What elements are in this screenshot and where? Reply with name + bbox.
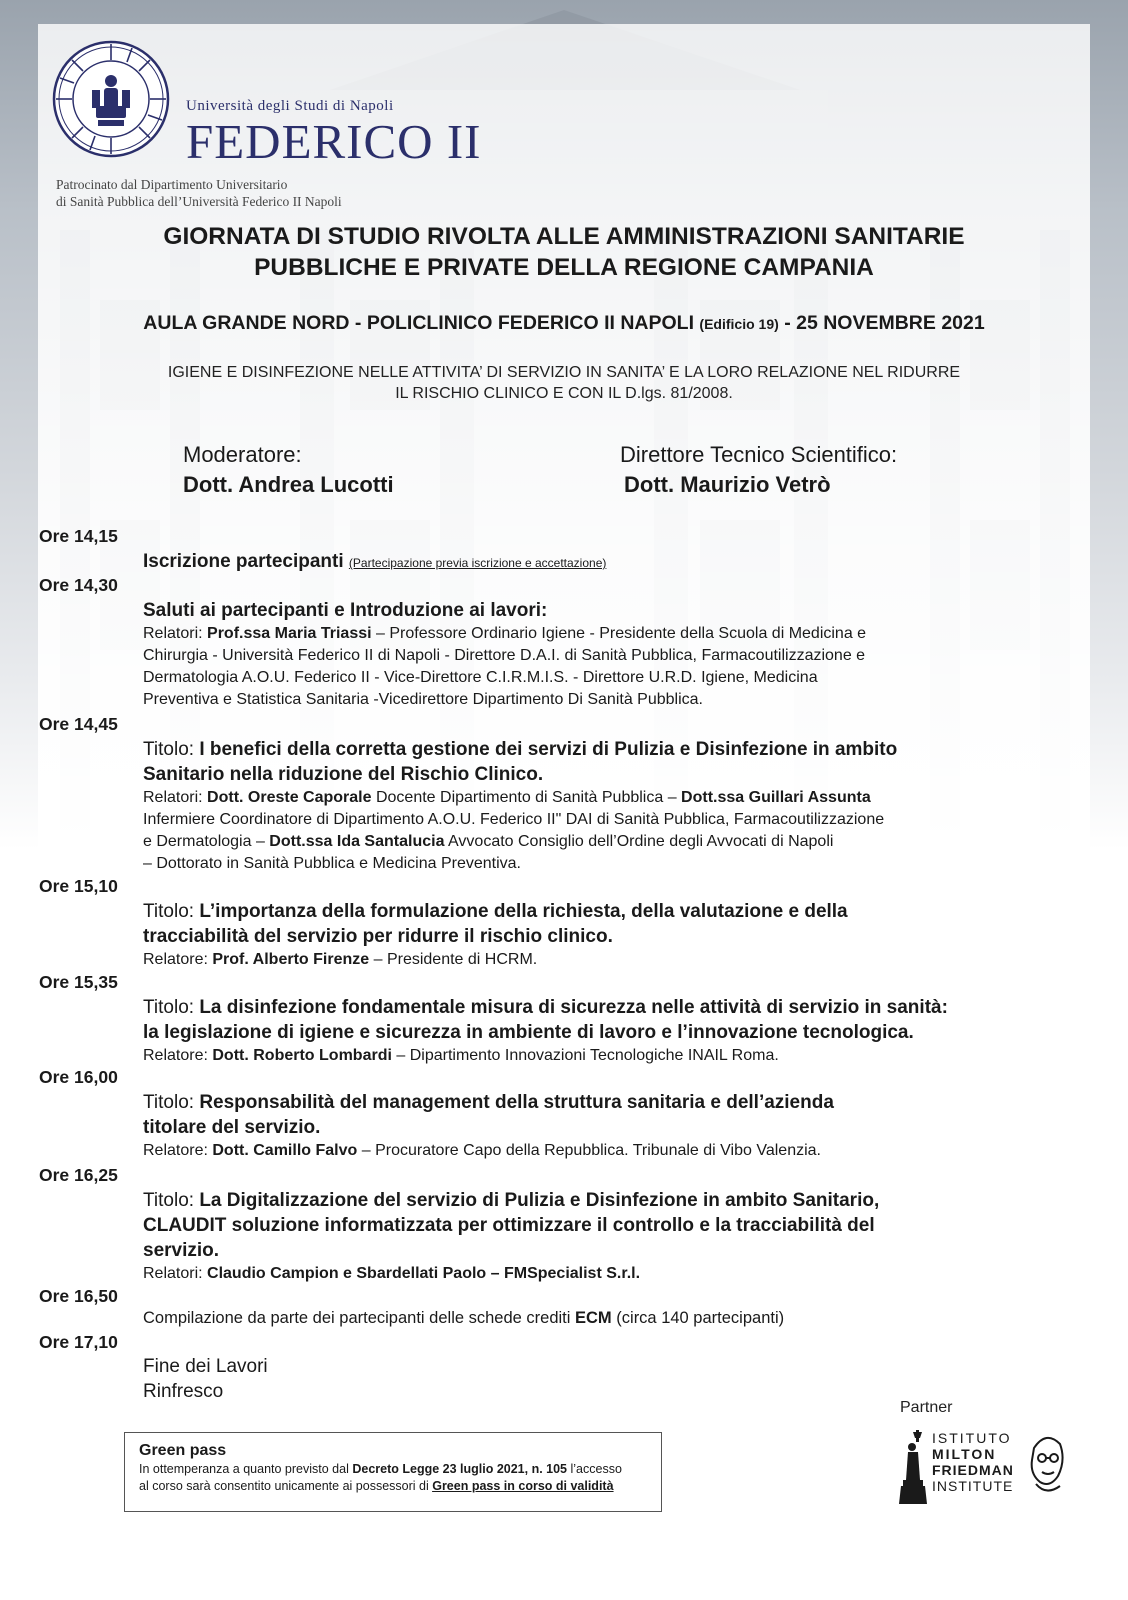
digitalization-title-2: CLAUDIT soluzione informatizzata per ottimizzare il controllo e la tracciabilità del [143, 1215, 875, 1236]
program-item-disinfection [143, 995, 1043, 1067]
time-slot-1: Ore 14,15 [39, 526, 118, 546]
time-slot-8: Ore 16,50 [39, 1286, 118, 1306]
moderator-name: Dott. Andrea Lucotti [183, 472, 394, 497]
subject-line-1: IGIENE E DISINFEZIONE NELLE ATTIVITA’ DI SERVIZIO IN SANITA’ E LA LORO RELAZIONE NEL RIDURRE [167, 364, 961, 381]
director-name: Dott. Maurizio Vetrò [624, 472, 831, 497]
ecm-text-pre: Compilazione da parte dei partecipanti delle schede crediti [143, 1309, 571, 1327]
green-pass-mid2: al corso sarà consentito unicamente ai possessori di [139, 1479, 429, 1493]
time-slot-9: Ore 17,10 [39, 1332, 118, 1352]
subject-line-2: IL RISCHIO CLINICO E CON IL D.lgs. 81/2008. [395, 385, 733, 402]
patronage-line-2: di Sanità Pubblica dell’Università Federico II Napoli [56, 194, 342, 209]
time-slot-5: Ore 15,35 [39, 972, 118, 992]
partner-line-3: FRIEDMAN [932, 1462, 1014, 1478]
program-item-management [143, 1090, 1043, 1162]
welcome-title: Saluti ai partecipanti e Introduzione ai lavori: [143, 600, 548, 621]
main-title [38, 221, 1090, 283]
disinfection-desc: – Dipartimento Innovazioni Tecnologiche INAIL Roma. [396, 1047, 779, 1064]
welcome-speakers-label: Relatori: [143, 625, 203, 642]
importance-speaker: Prof. Alberto Firenze [212, 951, 370, 968]
main-title-line-1: GIORNATA DI STUDIO RIVOLTA ALLE AMMINISTRAZIONI SANITARIE [163, 223, 965, 250]
milton-friedman-portrait-icon [1026, 1430, 1066, 1496]
benefits-desc-5: – Dottorato in Sanità Pubblica e Medicina Preventiva. [143, 855, 521, 872]
program-item-importance [143, 899, 1043, 971]
time-slot-4: Ore 15,10 [39, 876, 118, 896]
statue-of-liberty-icon [898, 1430, 928, 1504]
partner-logo [898, 1428, 1068, 1506]
time-slot-2: Ore 14,30 [39, 575, 118, 595]
time-slot-7: Ore 16,25 [39, 1165, 118, 1185]
benefits-desc-1: Docente Dipartimento di Sanità Pubblica – [375, 789, 677, 806]
ecm-bold: ECM [575, 1309, 612, 1327]
university-name: FEDERICO II [186, 114, 482, 169]
title-label: Titolo: [143, 997, 195, 1018]
university-seal-logo [52, 40, 170, 158]
moderator-block [183, 440, 394, 500]
university-line: Università degli Studi di Napoli [186, 98, 394, 114]
management-speaker-label: Relatore: [143, 1142, 208, 1159]
program-item-digitalization [143, 1188, 1043, 1285]
partner-label: Partner [900, 1399, 953, 1416]
benefits-title-1: I benefici della corretta gestione dei servizi di Pulizia e Disinfezione in ambito [199, 739, 898, 760]
welcome-speaker-desc-4: Preventiva e Statistica Sanitaria -Vicedirettore Dipartimento Di Sanità Pubblica. [143, 691, 703, 708]
moderator-label: Moderatore: [183, 442, 302, 467]
time-slot-3: Ore 14,45 [39, 714, 118, 734]
welcome-speaker-desc-1: – Professore Ordinario Igiene - Presidente della Scuola di Medicina e [376, 625, 867, 642]
disinfection-speaker-label: Relatore: [143, 1047, 208, 1064]
benefits-title-2: Sanitario nella riduzione del Rischio Clinico. [143, 764, 544, 785]
green-pass-decree: Decreto Legge 23 luglio 2021, n. 105 [352, 1462, 568, 1476]
importance-title-1: L’importanza della formulazione della richiesta, della valutazione e della [199, 901, 848, 922]
title-label: Titolo: [143, 1092, 195, 1113]
closing-line-2: Rinfresco [143, 1381, 224, 1402]
program-item-benefits [143, 737, 1043, 875]
management-speaker: Dott. Camillo Falvo [212, 1142, 358, 1159]
benefits-speaker-2: Dott.ssa Guillari Assunta [681, 789, 871, 806]
patronage-note [56, 176, 342, 210]
digitalization-title-1: La Digitalizzazione del servizio di Pulizia e Disinfezione in ambito Sanitario, [199, 1190, 880, 1211]
green-pass-text [139, 1461, 647, 1495]
green-pass-notice [124, 1432, 662, 1512]
benefits-desc-2: Infermiere Coordinatore di Dipartimento A.O.U. Federico II" DAI di Sanità Pubblica, Farmacoutilizzazione [143, 811, 885, 828]
title-label: Titolo: [143, 739, 195, 760]
green-pass-title: Green pass [139, 1442, 227, 1459]
director-block [620, 440, 897, 500]
green-pass-mid1: l’accesso [570, 1462, 622, 1476]
main-title-line-2: PUBBLICHE E PRIVATE DELLA REGIONE CAMPANIA [254, 254, 874, 281]
event-subject [38, 362, 1090, 404]
benefits-speakers-label: Relatori: [143, 789, 203, 806]
venue-building: (Edificio 19) [699, 316, 779, 332]
registration-title: Iscrizione partecipanti [143, 551, 344, 572]
digitalization-speakers: Claudio Campion e Sbardellati Paolo – FMSpecialist S.r.l. [207, 1265, 641, 1282]
title-label: Titolo: [143, 901, 195, 922]
benefits-speaker-1: Dott. Oreste Caporale [207, 789, 372, 806]
registration-note: (Partecipazione previa iscrizione e accettazione) [348, 556, 607, 570]
closing-line-1: Fine dei Lavori [143, 1356, 268, 1377]
event-date: - 25 NOVEMBRE 2021 [784, 312, 985, 334]
importance-desc: – Presidente di HCRM. [373, 951, 538, 968]
benefits-speaker-3: Dott.ssa Ida Santalucia [269, 833, 445, 850]
partner-line-1: ISTITUTO [932, 1430, 1012, 1446]
management-desc: – Procuratore Capo della Repubblica. Tribunale di Vibo Valenzia. [361, 1142, 821, 1159]
program-item-ecm [143, 1307, 1043, 1329]
venue-date [38, 312, 1090, 335]
digitalization-speakers-label: Relatori: [143, 1265, 203, 1282]
program-item-registration [143, 549, 1043, 576]
benefits-desc-4: Avvocato Consiglio dell’Ordine degli Avvocati di Napoli [448, 833, 834, 850]
welcome-speaker-desc-3: Dermatologia A.O.U. Federico II - Vice-Direttore C.I.R.M.I.S. - Direttore U.R.D. Igiene, Medicina [143, 669, 818, 686]
venue-main: AULA GRANDE NORD - POLICLINICO FEDERICO II NAPOLI [143, 312, 694, 334]
partner-line-4: INSTITUTE [932, 1478, 1014, 1494]
green-pass-link[interactable]: Green pass in corso di validità [432, 1479, 614, 1493]
green-pass-pre: In ottemperanza a quanto previsto dal [139, 1462, 349, 1476]
management-title-1: Responsabilità del management della struttura sanitaria e dell’azienda [199, 1092, 834, 1113]
management-title-2: titolare del servizio. [143, 1117, 321, 1138]
benefits-desc-3: e Dermatologia – [143, 833, 265, 850]
importance-speaker-label: Relatore: [143, 951, 208, 968]
title-label: Titolo: [143, 1190, 195, 1211]
importance-title-2: tracciabilità del servizio per ridurre il rischio clinico. [143, 926, 613, 947]
program-item-welcome [143, 598, 1043, 711]
digitalization-title-3: servizio. [143, 1240, 220, 1261]
welcome-speaker-name: Prof.ssa Maria Triassi [207, 625, 372, 642]
disinfection-title-1: La disinfezione fondamentale misura di sicurezza nelle attività di servizio in sanità: [199, 997, 948, 1018]
disinfection-title-2: la legislazione di igiene e sicurezza in ambiente di lavoro e l’innovazione tecnologica. [143, 1022, 914, 1043]
welcome-speaker-desc-2: Chirurgia - Università Federico II di Napoli - Direttore D.A.I. di Sanità Pubblica, Farmacoutilizzazione e [143, 647, 866, 664]
partner-line-2: MILTON [932, 1446, 997, 1462]
disinfection-speaker: Dott. Roberto Lombardi [212, 1047, 392, 1064]
patronage-line-1: Patrocinato dal Dipartimento Universitario [56, 177, 288, 192]
ecm-text-post: (circa 140 partecipanti) [616, 1309, 785, 1327]
program-item-closing [143, 1354, 1043, 1404]
director-label: Direttore Tecnico Scientifico: [620, 442, 898, 467]
time-slot-6: Ore 16,00 [39, 1067, 118, 1087]
